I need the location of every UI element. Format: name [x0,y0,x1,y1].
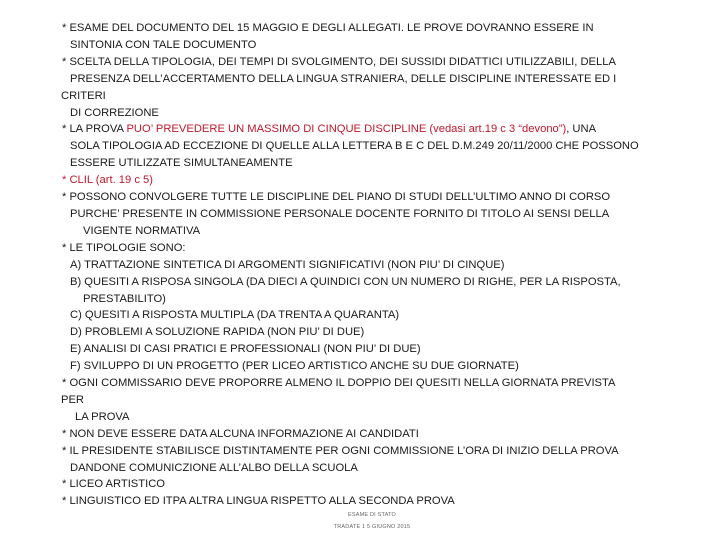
item-la-prova [62,121,702,138]
item-tipologie: * LE TIPOLOGIE SONO: [62,241,186,254]
item-la-prova-cont2: ESSERE UTILIZZATE SIMULTANEAMENTE [70,157,293,170]
tipologia-c: C) QUESITI A RISPOSTA MULTIPLA (DA TRENTA A QUARANTA) [70,309,400,322]
document-body [62,20,702,510]
item-presidente: * IL PRESIDENTE STABILISCE DISTINTAMENTE PER OGNI COMMISSIONE L’ORA DI INIZIO DELLA PROVA [62,444,619,457]
tipologia-a: A) TRATTAZIONE SINTETICA DI ARGOMENTI SIGNIFICATIVI (NON PIU’ DI CINQUE) [70,258,505,271]
item-scelta-tipologia-cont: PRESENZA DELL’ACCERTAMENTO DELLA LINGUA STRANIERA, DELLE DISCIPLINE INTERESSATE ED I [70,72,617,85]
tipologia-e: E) ANALISI DI CASI PRATICI E PROFESSIONALI (NON PIU’ DI DUE) [70,343,421,356]
la-prova-tail: , UNA [566,123,597,136]
tipologia-b: B) QUESITI A RISPOSA SINGOLA (DA DIECI A QUINDICI CON UN NUMERO DI RIGHE, PER LA RISPOSTA, [70,275,621,288]
item-ogni-commissario-prova: LA PROVA [75,410,130,423]
tipologia-b-cont: PRESTABILITO) [83,292,166,305]
item-esame-documento-cont: SINTONIA CON TALE DOCUMENTO [70,38,257,51]
item-la-prova-cont: SOLA TIPOLOGIA AD ECCEZIONE DI QUELLE ALLA LETTERA B E C DEL D.M.249 20/11/2000 CHE POSSONO [70,140,639,153]
item-clil: * CLIL (art. 19 c 5) [62,174,153,187]
item-ogni-commissario: * OGNI COMMISSARIO DEVE PROPORRE ALMENO IL DOPPIO DEI QUESITI NELLA GIORNATA PREVISTA [62,377,616,390]
item-non-deve: * NON DEVE ESSERE DATA ALCUNA INFORMAZIONE AI CANDIDATI [62,427,419,440]
item-esame-documento: * ESAME DEL DOCUMENTO DEL 15 MAGGIO E DEGLI ALLEGATI. LE PROVE DOVRANNO ESSERE IN [62,22,594,34]
item-presidente-cont: DANDONE COMUNICZIONE ALL’ALBO DELLA SCUOLA [70,461,358,474]
tipologia-f: F) SVILUPPO DI UN PROGETTO (PER LICEO ARTISTICO ANCHE SU DUE GIORNATE) [70,360,519,373]
item-possono-convolgere-cont2: VIGENTE NORMATIVA [83,224,201,237]
footer-date: TRADATE 1 5 GIUGNO 2015 [333,524,411,530]
la-prova-lead: * LA PROVA [62,123,127,136]
item-scelta-tipologia-correzione: DI CORREZIONE [70,106,159,119]
footer-title: ESAME DI STATO [347,512,397,518]
item-scelta-tipologia-criteri: CRITERI [61,89,106,102]
item-liceo-artistico: * LICEO ARTISTICO [62,478,165,491]
item-linguistico: * LINGUISTICO ED ITPA ALTRA LINGUA RISPETTO ALLA SECONDA PROVA [62,495,455,508]
item-possono-convolgere-cont: PURCHE’ PRESENTE IN COMMISSIONE PERSONALE DOCENTE FORNITO DI TITOLO AI SENSI DELLA [70,207,610,220]
item-ogni-commissario-per: PER [61,393,85,406]
tipologia-d: D) PROBLEMI A SOLUZIONE RAPIDA (NON PIU’ DI DUE) [70,326,365,339]
item-scelta-tipologia: * SCELTA DELLA TIPOLOGIA, DEI TEMPI DI SVOLGIMENTO, DEI SUSSIDI DIDATTICI UTILIZZABILI, DELLA [62,55,616,68]
item-possono-convolgere: * POSSONO CONVOLGERE TUTTE LE DISCIPLINE DEL PIANO DI STUDI DELL’ULTIMO ANNO DI CORSO [62,191,611,204]
la-prova-highlight: PUO’ PREVEDERE UN MASSIMO DI CINQUE DISCIPLINE (vedasi art.19 c 3 “devono”) [126,123,567,136]
